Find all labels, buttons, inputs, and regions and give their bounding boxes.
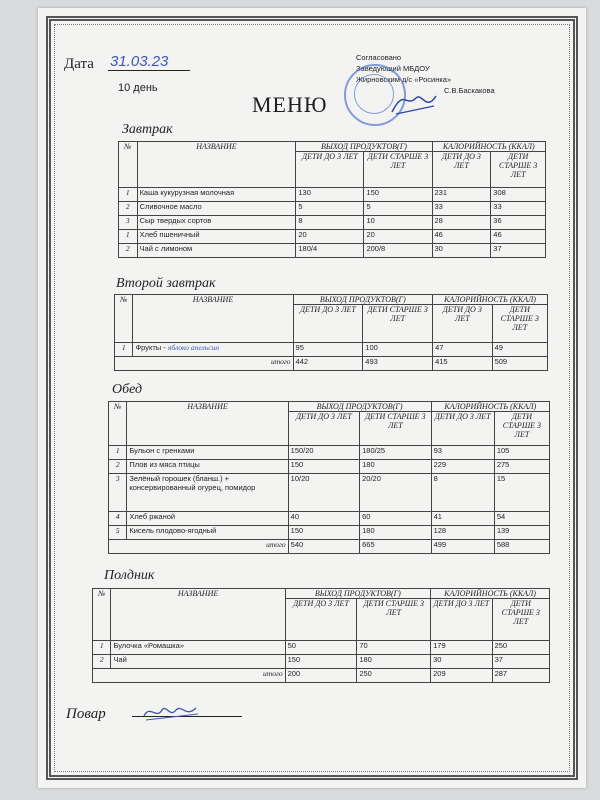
row-calories-under3: 128 xyxy=(431,526,494,540)
row-calories-under3: 30 xyxy=(432,244,491,258)
column-header-under3: ДЕТИ ДО 3 ЛЕТ xyxy=(296,152,364,188)
total-output-under3: 442 xyxy=(293,357,363,371)
total-calories-over3: 287 xyxy=(492,669,549,683)
approval-line: Жирновским д/с «Росинка» xyxy=(356,75,452,84)
snack-table xyxy=(92,588,550,683)
row-calories-over3: 250 xyxy=(492,641,549,655)
column-header-output: ВЫХОД ПРОДУКТОВ(Г) xyxy=(296,142,432,152)
row-output-under3: 50 xyxy=(285,641,357,655)
row-calories-under3: 28 xyxy=(432,216,491,230)
column-header-name: НАЗВАНИЕ xyxy=(133,295,293,343)
row-output-under3: 150 xyxy=(288,526,359,540)
second-breakfast-table xyxy=(114,294,548,371)
signature-image xyxy=(388,84,444,118)
row-name: Сливочное масло xyxy=(137,202,296,216)
row-name: Зелёный горошек (бланш.) + консервированный огурец, помидор xyxy=(127,474,288,512)
row-calories-over3: 308 xyxy=(491,188,546,202)
row-calories-under3: 93 xyxy=(431,446,494,460)
row-output-over3: 5 xyxy=(364,202,432,216)
column-header-over3: ДЕТИ СТАРШЕ 3 ЛЕТ xyxy=(360,412,431,446)
approval-line: С.В.Баскакова xyxy=(444,86,495,95)
total-label: итого xyxy=(115,357,294,371)
column-header-output: ВЫХОД ПРОДУКТОВ(Г) xyxy=(288,402,431,412)
row-calories-under3: 41 xyxy=(431,512,494,526)
row-num: 3 xyxy=(109,474,127,512)
total-row xyxy=(109,540,550,554)
cook-signature-image xyxy=(140,700,204,724)
row-num: 2 xyxy=(109,460,127,474)
row-output-over3: 180/25 xyxy=(360,446,431,460)
cook-label: Повар xyxy=(66,706,106,722)
row-name: Хлеб ржаной xyxy=(127,512,288,526)
total-calories-under3: 415 xyxy=(433,357,493,371)
row-num: 1 xyxy=(119,188,138,202)
column-header-over3: ДЕТИ СТАРШЕ 3 ЛЕТ xyxy=(492,305,547,343)
row-name: Бульон с гренками xyxy=(127,446,288,460)
row-output-under3: 5 xyxy=(296,202,364,216)
column-header-num: № xyxy=(115,295,133,343)
column-header-over3: ДЕТИ СТАРШЕ 3 ЛЕТ xyxy=(494,412,549,446)
row-output-under3: 10/20 xyxy=(288,474,359,512)
date-value: 31.03.23 xyxy=(108,53,190,71)
row-output-under3: 40 xyxy=(288,512,359,526)
total-output-over3: 493 xyxy=(363,357,433,371)
row-name: Булочка «Ромашка» xyxy=(111,641,285,655)
row-name: Чай xyxy=(111,655,285,669)
column-header-calories: КАЛОРИЙНОСТЬ (ККАЛ) xyxy=(433,295,548,305)
row-output-under3: 150 xyxy=(288,460,359,474)
row-num: 4 xyxy=(109,512,127,526)
row-name: Каша кукурузная молочная xyxy=(137,188,296,202)
row-calories-over3: 33 xyxy=(491,202,546,216)
row-output-over3: 100 xyxy=(363,343,433,357)
total-label: итого xyxy=(93,669,286,683)
row-output-over3: 60 xyxy=(360,512,431,526)
row-num: 1 xyxy=(93,641,111,655)
total-calories-over3: 509 xyxy=(492,357,547,371)
total-calories-over3: 588 xyxy=(494,540,549,554)
row-num: 5 xyxy=(109,526,127,540)
row-num: 2 xyxy=(93,655,111,669)
row-name: Кисель плодово-ягодный xyxy=(127,526,288,540)
column-header-name: НАЗВАНИЕ xyxy=(127,402,288,446)
row-calories-over3: 36 xyxy=(491,216,546,230)
column-header-under3: ДЕТИ ДО 3 ЛЕТ xyxy=(433,305,493,343)
row-num: 1 xyxy=(115,343,133,357)
column-header-over3: ДЕТИ СТАРШЕ 3 ЛЕТ xyxy=(364,152,432,188)
row-calories-over3: 46 xyxy=(491,230,546,244)
row-name: Чай с лимоном xyxy=(137,244,296,258)
row-name: Плов из мяса птицы xyxy=(127,460,288,474)
row-num: 1 xyxy=(109,446,127,460)
column-header-calories: КАЛОРИЙНОСТЬ (ККАЛ) xyxy=(432,142,545,152)
section-title-lunch: Обед xyxy=(112,382,143,397)
row-output-over3: 150 xyxy=(364,188,432,202)
column-header-output: ВЫХОД ПРОДУКТОВ(Г) xyxy=(285,589,430,599)
row-output-over3: 70 xyxy=(357,641,431,655)
approval-line: Согласовано xyxy=(356,53,402,62)
row-output-over3: 20 xyxy=(364,230,432,244)
row-calories-under3: 231 xyxy=(432,188,491,202)
table-row xyxy=(109,512,550,526)
table-row xyxy=(115,343,548,357)
row-calories-over3: 275 xyxy=(494,460,549,474)
row-num: 3 xyxy=(119,216,138,230)
row-output-under3: 150 xyxy=(285,655,357,669)
breakfast-table xyxy=(118,141,546,258)
table-row xyxy=(93,655,550,669)
row-num: 2 xyxy=(119,202,138,216)
day-label: 10 день xyxy=(118,82,158,94)
section-title-snack: Полдник xyxy=(104,568,155,583)
row-output-over3: 180 xyxy=(360,526,431,540)
total-calories-under3: 209 xyxy=(431,669,492,683)
column-header-calories: КАЛОРИЙНОСТЬ (ККАЛ) xyxy=(431,402,549,412)
total-row xyxy=(93,669,550,683)
column-header-over3: ДЕТИ СТАРШЕ 3 ЛЕТ xyxy=(357,599,431,641)
table-row xyxy=(119,202,546,216)
row-name xyxy=(133,343,293,357)
row-output-over3: 200/8 xyxy=(364,244,432,258)
row-calories-under3: 33 xyxy=(432,202,491,216)
row-output-over3: 20/20 xyxy=(360,474,431,512)
column-header-name: НАЗВАНИЕ xyxy=(111,589,285,641)
row-output-under3: 180/4 xyxy=(296,244,364,258)
column-header-under3: ДЕТИ ДО 3 ЛЕТ xyxy=(285,599,357,641)
total-calories-under3: 499 xyxy=(431,540,494,554)
column-header-under3: ДЕТИ ДО 3 ЛЕТ xyxy=(432,152,491,188)
row-output-under3: 150/20 xyxy=(288,446,359,460)
section-title-second-breakfast: Второй завтрак xyxy=(116,276,216,291)
lunch-table xyxy=(108,401,550,554)
table-row xyxy=(119,188,546,202)
column-header-under3: ДЕТИ ДО 3 ЛЕТ xyxy=(293,305,363,343)
row-calories-over3: 15 xyxy=(494,474,549,512)
table-row xyxy=(119,216,546,230)
row-calories-over3: 49 xyxy=(492,343,547,357)
approval-line: Заведующий МБДОУ xyxy=(356,64,430,73)
column-header-under3: ДЕТИ ДО 3 ЛЕТ xyxy=(288,412,359,446)
row-name-handwritten: яблоко апельсин xyxy=(167,343,220,352)
table-row xyxy=(119,230,546,244)
total-output-under3: 200 xyxy=(285,669,357,683)
total-output-over3: 250 xyxy=(357,669,431,683)
table-row xyxy=(109,526,550,540)
table-row xyxy=(119,244,546,258)
section-title-breakfast: Завтрак xyxy=(122,122,173,137)
row-calories-under3: 229 xyxy=(431,460,494,474)
menu-title: МЕНЮ xyxy=(252,92,328,117)
row-calories-over3: 139 xyxy=(494,526,549,540)
column-header-under3: ДЕТИ ДО 3 ЛЕТ xyxy=(431,599,492,641)
date-label: Дата xyxy=(64,56,94,72)
column-header-over3: ДЕТИ СТАРШЕ 3 ЛЕТ xyxy=(492,599,549,641)
row-calories-under3: 179 xyxy=(431,641,492,655)
column-header-under3: ДЕТИ ДО 3 ЛЕТ xyxy=(431,412,494,446)
column-header-num: № xyxy=(109,402,127,446)
row-calories-under3: 47 xyxy=(433,343,493,357)
row-output-under3: 95 xyxy=(293,343,363,357)
row-num: 1 xyxy=(119,230,138,244)
column-header-calories: КАЛОРИЙНОСТЬ (ККАЛ) xyxy=(431,589,550,599)
row-name-printed: Фрукты - xyxy=(135,343,166,352)
column-header-name: НАЗВАНИЕ xyxy=(137,142,296,188)
row-output-under3: 8 xyxy=(296,216,364,230)
row-output-over3: 180 xyxy=(357,655,431,669)
total-output-under3: 540 xyxy=(288,540,359,554)
table-row xyxy=(93,641,550,655)
column-header-over3: ДЕТИ СТАРШЕ 3 ЛЕТ xyxy=(363,305,433,343)
total-row xyxy=(115,357,548,371)
row-calories-over3: 105 xyxy=(494,446,549,460)
row-calories-under3: 46 xyxy=(432,230,491,244)
row-calories-over3: 37 xyxy=(491,244,546,258)
row-calories-over3: 37 xyxy=(492,655,549,669)
column-header-output: ВЫХОД ПРОДУКТОВ(Г) xyxy=(293,295,433,305)
column-header-over3: ДЕТИ СТАРШЕ 3 ЛЕТ xyxy=(491,152,546,188)
row-output-over3: 180 xyxy=(360,460,431,474)
column-header-num: № xyxy=(119,142,138,188)
row-output-over3: 10 xyxy=(364,216,432,230)
table-row xyxy=(109,446,550,460)
row-num: 2 xyxy=(119,244,138,258)
row-output-under3: 20 xyxy=(296,230,364,244)
row-name: Хлеб пшеничный xyxy=(137,230,296,244)
row-calories-under3: 30 xyxy=(431,655,492,669)
total-label: итого xyxy=(109,540,289,554)
total-output-over3: 665 xyxy=(360,540,431,554)
row-calories-under3: 8 xyxy=(431,474,494,512)
row-name: Сыр твердых сортов xyxy=(137,216,296,230)
row-calories-over3: 54 xyxy=(494,512,549,526)
row-output-under3: 130 xyxy=(296,188,364,202)
table-row xyxy=(109,474,550,512)
column-header-num: № xyxy=(93,589,111,641)
table-row xyxy=(109,460,550,474)
